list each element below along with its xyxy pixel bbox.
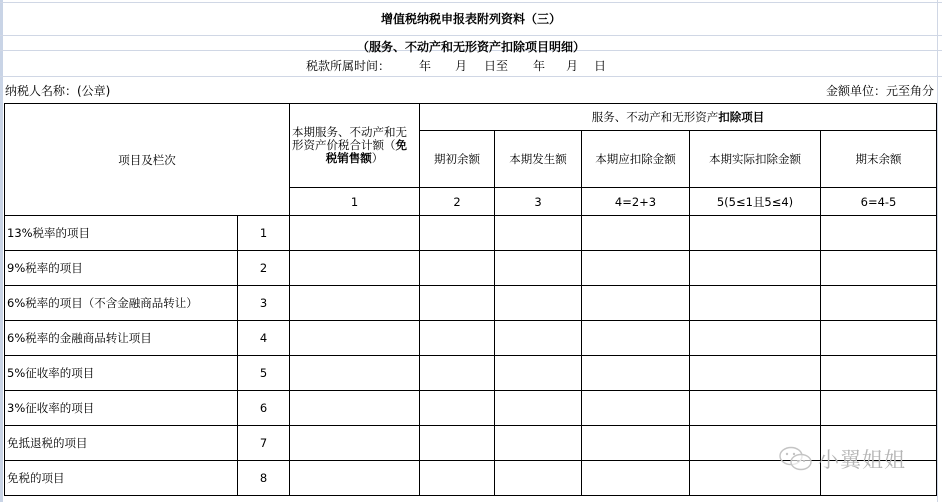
cell-input[interactable] — [290, 356, 420, 391]
cell-input[interactable] — [821, 321, 937, 356]
period-label: 税款所属时间： — [306, 59, 391, 73]
row-line-number: 5 — [238, 356, 290, 391]
cell-input[interactable] — [495, 461, 582, 496]
cell-input[interactable] — [290, 426, 420, 461]
row-line-number: 3 — [238, 286, 290, 321]
cell-input[interactable] — [420, 321, 495, 356]
cell-input[interactable] — [420, 356, 495, 391]
period-month-from[interactable]: 月 — [455, 59, 468, 73]
row-line-number: 6 — [238, 391, 290, 426]
cell-input[interactable] — [495, 286, 582, 321]
cell-input[interactable] — [495, 321, 582, 356]
cell-input[interactable] — [290, 286, 420, 321]
cell-input[interactable] — [495, 356, 582, 391]
cell-input[interactable] — [290, 461, 420, 496]
period-day-from[interactable]: 日至 — [484, 59, 509, 73]
col-number: 3 — [495, 188, 582, 216]
watermark — [778, 444, 906, 474]
col-number: 5(5≤1且5≤4) — [690, 188, 821, 216]
cell-input[interactable] — [582, 321, 690, 356]
table-row — [5, 216, 937, 251]
cell-input[interactable] — [582, 251, 690, 286]
gridline — [0, 76, 942, 77]
cell-input[interactable] — [290, 251, 420, 286]
col1-header-bold-2: 税销售额 — [325, 151, 372, 165]
cell-input[interactable] — [495, 251, 582, 286]
col-number: 2 — [420, 188, 495, 216]
cell-input[interactable] — [821, 216, 937, 251]
cell-input[interactable] — [582, 426, 690, 461]
cell-input[interactable] — [420, 426, 495, 461]
cell-input[interactable] — [821, 286, 937, 321]
col-header-actual-deduction: 本期实际扣除金额 — [690, 131, 821, 188]
cell-input[interactable] — [690, 391, 821, 426]
cell-input[interactable] — [690, 356, 821, 391]
gridline — [937, 0, 938, 502]
cell-input[interactable] — [290, 216, 420, 251]
gridline — [0, 2, 942, 3]
col-header-opening-balance: 期初余额 — [420, 131, 495, 188]
row-label: 6%税率的项目（不含金融商品转让） — [5, 286, 238, 321]
row-label: 免税的项目 — [5, 461, 238, 496]
cell-input[interactable] — [821, 356, 937, 391]
cell-input[interactable] — [582, 216, 690, 251]
col1-header-text: 本期服务、不动产和无形资产价税合计额（ — [292, 125, 407, 152]
cell-input[interactable] — [495, 216, 582, 251]
cell-input[interactable] — [690, 286, 821, 321]
amount-unit-label: 金额单位：元至角分 — [826, 84, 935, 98]
col1-header — [290, 104, 420, 188]
row-line-number: 4 — [238, 321, 290, 356]
period-year-from[interactable]: 年 — [419, 59, 432, 73]
cell-input[interactable] — [290, 321, 420, 356]
cell-input[interactable] — [420, 391, 495, 426]
cell-input[interactable] — [420, 461, 495, 496]
period-month-to[interactable]: 月 — [566, 59, 579, 73]
row-line-number: 7 — [238, 426, 290, 461]
col-number: 6=4-5 — [821, 188, 937, 216]
cell-input[interactable] — [690, 251, 821, 286]
row-line-number: 2 — [238, 251, 290, 286]
row-label: 13%税率的项目 — [5, 216, 238, 251]
taxpayer-name-label: 纳税人名称：(公章) — [5, 84, 111, 98]
cell-input[interactable] — [495, 426, 582, 461]
form-subtitle: （服务、不动产和无形资产扣除项目明细） — [356, 40, 585, 54]
cell-input[interactable] — [582, 461, 690, 496]
deduction-group-header — [420, 104, 937, 131]
row-label: 3%征收率的项目 — [5, 391, 238, 426]
cell-input[interactable] — [690, 216, 821, 251]
col-number: 1 — [290, 188, 420, 216]
cell-input[interactable] — [495, 391, 582, 426]
row-label: 免抵退税的项目 — [5, 426, 238, 461]
wechat-icon — [778, 446, 814, 472]
row-label: 9%税率的项目 — [5, 251, 238, 286]
period-year-to[interactable]: 年 — [533, 59, 546, 73]
cell-input[interactable] — [420, 251, 495, 286]
form-title: 增值税纳税申报表附列资料（三） — [380, 12, 561, 26]
col1-header-end: ） — [371, 151, 384, 165]
table-row — [5, 356, 937, 391]
row-label: 6%税率的金融商品转让项目 — [5, 321, 238, 356]
cell-input[interactable] — [582, 391, 690, 426]
cell-input[interactable] — [821, 391, 937, 426]
row-line-number: 8 — [238, 461, 290, 496]
cell-input[interactable] — [821, 251, 937, 286]
period-day-to[interactable]: 日 — [594, 59, 607, 73]
deduction-table — [4, 103, 937, 496]
table-row — [5, 251, 937, 286]
watermark-text: 小翼姐姐 — [818, 448, 906, 472]
cell-input[interactable] — [690, 321, 821, 356]
col-header-closing-balance: 期末余额 — [821, 131, 937, 188]
table-row — [5, 321, 937, 356]
col-header-current-amount: 本期发生额 — [495, 131, 582, 188]
cell-input[interactable] — [420, 216, 495, 251]
item-header: 项目及栏次 — [5, 104, 290, 216]
group-header-bold: 扣除项目 — [718, 110, 765, 124]
col-number: 4=2+3 — [582, 188, 690, 216]
cell-input[interactable] — [420, 286, 495, 321]
gridline — [0, 35, 942, 36]
row-label: 5%征收率的项目 — [5, 356, 238, 391]
col1-header-bold: 免 — [395, 138, 407, 152]
cell-input[interactable] — [582, 286, 690, 321]
group-header-text: 服务、不动产和无形资产 — [591, 110, 719, 124]
cell-input[interactable] — [290, 391, 420, 426]
row-line-number: 1 — [238, 216, 290, 251]
table-row — [5, 286, 937, 321]
table-row — [5, 391, 937, 426]
cell-input[interactable] — [582, 356, 690, 391]
col-header-deductible-amount: 本期应扣除金额 — [582, 131, 690, 188]
